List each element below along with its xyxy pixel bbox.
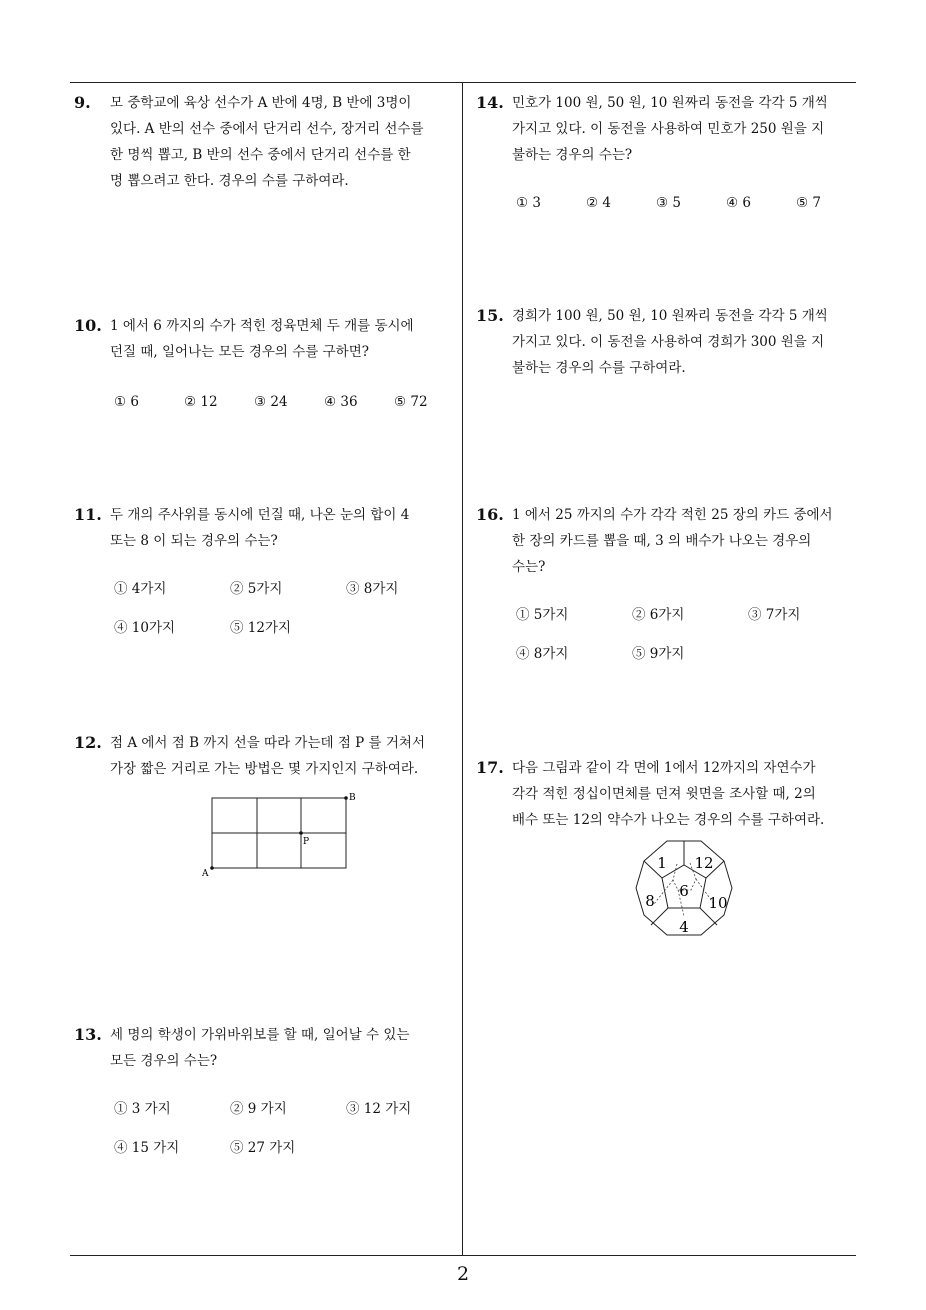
answer-choices-row-1 bbox=[110, 1096, 460, 1126]
text-line: 가지고 있다. 이 동전을 사용하여 경희가 300 원을 지 bbox=[512, 334, 825, 350]
text-line: 두 개의 주사위를 동시에 던질 때, 나온 눈의 합이 4 bbox=[110, 507, 410, 523]
text-line: 다음 그림과 같이 각 면에 1에서 12까지의 자연수가 bbox=[512, 760, 816, 776]
question-12 bbox=[74, 730, 460, 782]
choice-1[interactable]: ① 6 bbox=[114, 394, 139, 410]
dodecahedron-figure bbox=[632, 838, 736, 942]
text-line: 명 뽑으려고 한다. 경우의 수를 구하여라. bbox=[110, 173, 349, 189]
text-line: 모 중학교에 육상 선수가 A 반에 4명, B 반에 3명이 bbox=[110, 95, 412, 111]
text-line: 민호가 100 원, 50 원, 10 원짜리 동전을 각각 5 개씩 bbox=[512, 95, 828, 111]
top-rule bbox=[70, 82, 856, 83]
choice-4[interactable]: ④ 6 bbox=[726, 195, 751, 211]
text-line: 가장 짧은 거리로 가는 방법은 몇 가지인지 구하여라. bbox=[110, 761, 419, 777]
text-line: 던질 때, 일어나는 모든 경우의 수를 구하면? bbox=[110, 344, 369, 360]
question-10 bbox=[74, 313, 460, 419]
question-text bbox=[512, 303, 862, 381]
question-11 bbox=[74, 502, 460, 645]
text-line: 불하는 경우의 수는? bbox=[512, 147, 633, 163]
bottom-rule bbox=[70, 1255, 856, 1256]
face-top-right: 12 bbox=[694, 854, 714, 872]
choice-2[interactable]: ② 5가지 bbox=[230, 581, 283, 597]
question-number: 16. bbox=[476, 505, 504, 524]
choice-5[interactable]: ⑤ 9가지 bbox=[632, 646, 685, 662]
question-text bbox=[512, 90, 862, 168]
choice-3[interactable]: ③ 24 bbox=[254, 394, 288, 410]
question-text bbox=[110, 1022, 460, 1074]
face-top-left: 1 bbox=[657, 854, 667, 872]
question-number: 10. bbox=[74, 316, 102, 335]
choice-3[interactable]: ③ 7가지 bbox=[748, 607, 801, 623]
grid-path-figure bbox=[196, 790, 366, 880]
choice-2[interactable]: ② 12 bbox=[184, 394, 218, 410]
choice-4[interactable]: ④ 15 가지 bbox=[114, 1140, 180, 1156]
question-number: 11. bbox=[74, 505, 102, 524]
question-text bbox=[512, 755, 862, 833]
choice-3[interactable]: ③ 8가지 bbox=[346, 581, 399, 597]
text-line: 있다. A 반의 선수 중에서 단거리 선수, 장거리 선수를 bbox=[110, 121, 424, 137]
question-number: 14. bbox=[476, 93, 504, 112]
text-line: 각각 적힌 정십이면체를 던져 윗면을 조사할 때, 2의 bbox=[512, 786, 816, 802]
text-line: 한 명씩 뽑고, B 반의 선수 중에서 단거리 선수를 한 bbox=[110, 147, 411, 163]
point-a bbox=[210, 866, 214, 870]
text-line: 수는? bbox=[512, 559, 546, 575]
text-line: 모든 경우의 수는? bbox=[110, 1053, 218, 1069]
choice-1[interactable]: ① 5가지 bbox=[516, 607, 569, 623]
answer-choices-row-2 bbox=[110, 615, 460, 645]
label-p: P bbox=[303, 837, 310, 847]
text-line: 불하는 경우의 수를 구하여라. bbox=[512, 360, 686, 376]
text-line: 가지고 있다. 이 동전을 사용하여 민호가 250 원을 지 bbox=[512, 121, 825, 137]
choice-5[interactable]: ⑤ 27 가지 bbox=[230, 1140, 296, 1156]
choice-5[interactable]: ⑤ 12가지 bbox=[230, 620, 292, 636]
text-line: 경희가 100 원, 50 원, 10 원짜리 동전을 각각 5 개씩 bbox=[512, 308, 828, 324]
choice-1[interactable]: ① 3 가지 bbox=[114, 1101, 171, 1117]
label-b: B bbox=[349, 793, 356, 803]
question-number: 17. bbox=[476, 758, 504, 777]
answer-choices bbox=[512, 190, 862, 220]
answer-choices-row-2 bbox=[110, 1135, 460, 1165]
question-number: 12. bbox=[74, 733, 102, 752]
text-line: 1 에서 25 까지의 수가 각각 적힌 25 장의 카드 중에서 bbox=[512, 507, 833, 523]
text-line: 세 명의 학생이 가위바위보를 할 때, 일어날 수 있는 bbox=[110, 1027, 410, 1043]
question-15 bbox=[476, 303, 862, 381]
question-13 bbox=[74, 1022, 460, 1165]
choice-2[interactable]: ② 9 가지 bbox=[230, 1101, 287, 1117]
question-14 bbox=[476, 90, 862, 220]
answer-choices-row-1 bbox=[110, 576, 460, 606]
text-line: 배수 또는 12의 약수가 나오는 경우의 수를 구하여라. bbox=[512, 812, 825, 828]
question-text bbox=[512, 502, 862, 580]
answer-choices bbox=[110, 389, 460, 419]
face-bottom: 4 bbox=[679, 918, 689, 936]
face-right: 10 bbox=[708, 894, 728, 912]
answer-choices-row-1 bbox=[512, 602, 862, 632]
label-a: A bbox=[202, 869, 209, 879]
question-number: 9. bbox=[74, 93, 91, 112]
face-center: 6 bbox=[679, 882, 689, 900]
question-17 bbox=[476, 755, 862, 833]
choice-1[interactable]: ① 4가지 bbox=[114, 581, 167, 597]
point-b bbox=[344, 796, 348, 800]
point-p bbox=[299, 831, 303, 835]
column-divider bbox=[462, 82, 463, 1256]
choice-2[interactable]: ② 4 bbox=[586, 195, 611, 211]
question-text bbox=[110, 90, 460, 194]
question-9 bbox=[74, 90, 460, 194]
text-line: 점 A 에서 점 B 까지 선을 따라 가는데 점 P 를 거쳐서 bbox=[110, 735, 425, 751]
question-16 bbox=[476, 502, 862, 671]
text-line: 한 장의 카드를 뽑을 때, 3 의 배수가 나오는 경우의 bbox=[512, 533, 812, 549]
answer-choices-row-2 bbox=[512, 641, 862, 671]
question-text bbox=[110, 502, 460, 554]
choice-3[interactable]: ③ 12 가지 bbox=[346, 1101, 412, 1117]
text-line: 1 에서 6 까지의 수가 적힌 정육면체 두 개를 동시에 bbox=[110, 318, 414, 334]
question-text bbox=[110, 313, 460, 365]
choice-2[interactable]: ② 6가지 bbox=[632, 607, 685, 623]
choice-4[interactable]: ④ 10가지 bbox=[114, 620, 176, 636]
page-number: 2 bbox=[456, 1263, 470, 1285]
choice-4[interactable]: ④ 8가지 bbox=[516, 646, 569, 662]
question-text bbox=[110, 730, 460, 782]
choice-5[interactable]: ⑤ 72 bbox=[394, 394, 428, 410]
question-number: 13. bbox=[74, 1025, 102, 1044]
choice-5[interactable]: ⑤ 7 bbox=[796, 195, 821, 211]
choice-3[interactable]: ③ 5 bbox=[656, 195, 681, 211]
choice-1[interactable]: ① 3 bbox=[516, 195, 541, 211]
text-line: 또는 8 이 되는 경우의 수는? bbox=[110, 533, 278, 549]
choice-4[interactable]: ④ 36 bbox=[324, 394, 358, 410]
question-number: 15. bbox=[476, 306, 504, 325]
face-left: 8 bbox=[645, 892, 655, 910]
